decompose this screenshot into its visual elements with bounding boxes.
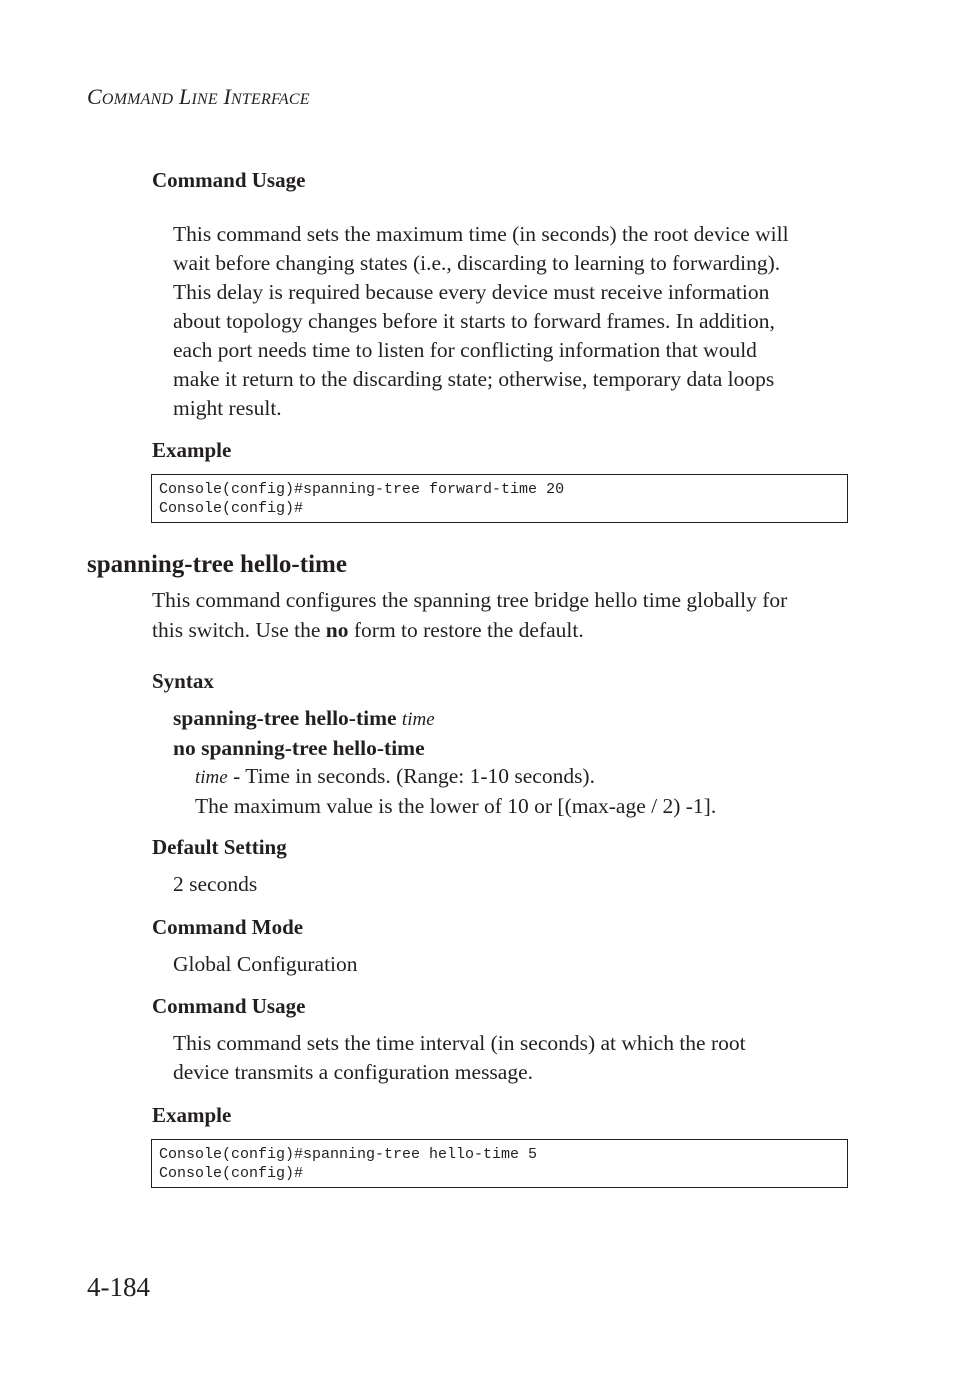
command-description: [152, 585, 787, 645]
header-initial: I: [223, 84, 232, 109]
param-desc: - Time in seconds. (Range: 1-10 seconds).: [227, 764, 595, 788]
text-run: form to restore the default.: [348, 618, 584, 642]
usage-paragraph: [173, 1029, 746, 1087]
page-number: 4-184: [87, 1272, 150, 1302]
default-value: 2 seconds: [173, 872, 258, 896]
text-run: this switch. Use the: [152, 618, 326, 642]
usage-paragraph: [173, 220, 789, 423]
param-name: time: [195, 767, 228, 788]
text-line: This command sets the time interval (in seconds) at which the root: [173, 1031, 746, 1055]
text-line: might result.: [173, 396, 282, 420]
header-initial: C: [87, 84, 102, 109]
text-line: about topology changes before it starts to forward frames. In addition,: [173, 309, 775, 333]
text-line: [152, 615, 787, 645]
code-example: [151, 474, 848, 523]
header-word: NTERFACE: [231, 91, 310, 108]
syntax-param: time: [401, 709, 435, 730]
usage-heading: Command Usage: [152, 994, 306, 1018]
text-line: make it return to the discarding state; otherwise, temporary data loops: [173, 367, 775, 391]
header-word: INE: [191, 91, 218, 108]
text-line: This command sets the maximum time (in seconds) the root device will: [173, 222, 789, 246]
param-note: The maximum value is the lower of 10 or [(max-age / 2) -1].: [195, 794, 717, 818]
syntax-command: spanning-tree hello-time: [173, 706, 397, 730]
mode-heading: Command Mode: [152, 915, 304, 939]
param-block: [195, 762, 716, 821]
default-heading: Default Setting: [152, 835, 287, 859]
code-line: Console(config)#spanning-tree forward-time 20: [159, 481, 565, 498]
mode-value: Global Configuration: [173, 952, 358, 976]
syntax-no-line: no spanning-tree hello-time: [173, 736, 425, 760]
keyword-no: no: [325, 618, 349, 642]
text-line: This command configures the spanning tree bridge hello time globally for: [152, 588, 788, 612]
command-title: spanning-tree hello-time: [87, 551, 347, 578]
code-line: Console(config)#: [159, 500, 304, 517]
example-heading: Example: [152, 1103, 232, 1127]
usage-heading: Command Usage: [152, 168, 306, 192]
code-line: Console(config)#: [159, 1165, 304, 1182]
param-line: [195, 762, 716, 792]
text-line: This delay is required because every device must receive information: [173, 280, 770, 304]
example-heading: Example: [152, 438, 232, 462]
syntax-block: [173, 704, 435, 763]
header-initial: L: [179, 84, 192, 109]
code-line: Console(config)#spanning-tree hello-time 5: [159, 1146, 538, 1163]
running-header: [87, 84, 310, 110]
syntax-heading: Syntax: [152, 669, 214, 693]
header-word: OMMAND: [101, 91, 174, 108]
text-line: device transmits a configuration message.: [173, 1060, 534, 1084]
syntax-line: [173, 704, 435, 734]
text-line: each port needs time to listen for conflicting information that would: [173, 338, 757, 362]
text-line: wait before changing states (i.e., discarding to learning to forwarding).: [173, 251, 781, 275]
code-example: [151, 1139, 848, 1188]
